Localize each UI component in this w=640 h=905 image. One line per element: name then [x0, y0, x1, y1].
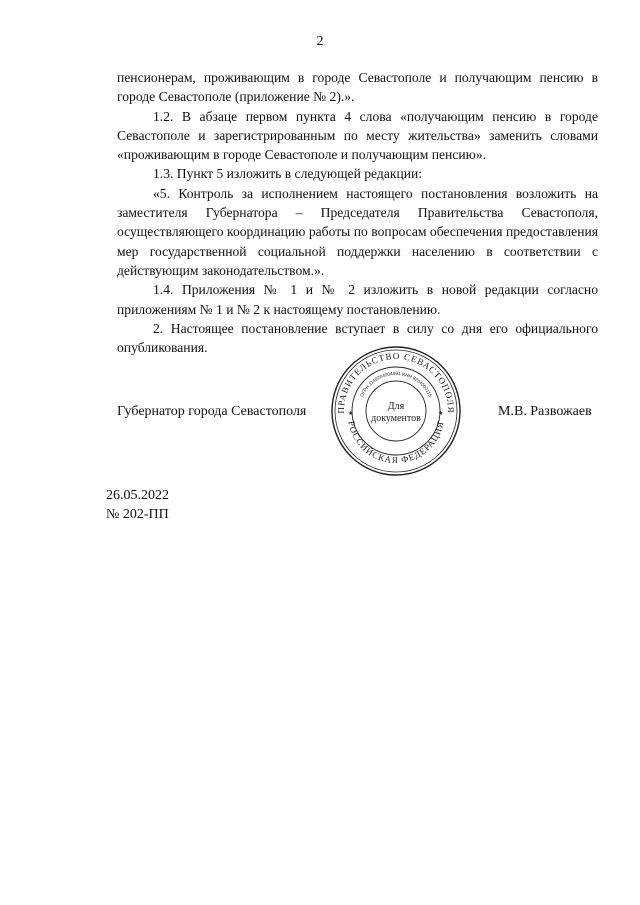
signatory-name: М.В. Развожаев: [498, 404, 592, 419]
seal-center-line2: документов: [371, 413, 421, 424]
seal-star-left-icon: ★: [348, 411, 354, 417]
document-body: [117, 68, 598, 357]
paragraph-1-2: 1.2. В абзаце первом пункта 4 слова «получающим пенсию в городе Севастополе и зарегистрированным по месту жительства» заменить словами «проживающим в городе Севастополе и получающим пенсию».: [117, 108, 598, 163]
seal-center-line1: Для: [387, 401, 405, 412]
seal-star-right-icon: ★: [438, 411, 444, 417]
official-seal: [330, 345, 462, 477]
signatory-position: Губернатор города Севастополя: [117, 404, 307, 419]
document-date: 26.05.2022: [106, 488, 169, 503]
document-requisites: [106, 486, 169, 524]
paragraph-point-5-quote: «5. Контроль за исполнением настоящего постановления возложить на заместителя Губернатора – Председателя Правительства Севастополя, осуществляющего координацию работы по вопросам обеспечения предоставления мер государственной социальной поддержки населению в соответствии с действующим законодательством.».: [117, 185, 598, 278]
seal-outer-text: ПРАВИТЕЛЬСТВО СЕВАСТОПОЛЯ: [335, 350, 457, 414]
seal-inner-text: ОГРН 1149204004091 ИНН 9204002115: [359, 370, 433, 398]
page-number: 2: [316, 34, 324, 49]
paragraph-continuation: пенсионерам, проживающим в городе Севастополе и получающим пенсию в городе Севастополе (приложение № 2).».: [117, 70, 598, 105]
seal-bottom-text: РОССИЙСКАЯ ФЕДЕРАЦИЯ: [346, 419, 446, 466]
document-number: № 202-ПП: [106, 507, 169, 522]
seal-graphic: [330, 345, 462, 477]
paragraph-1-3: 1.3. Пункт 5 изложить в следующей редакции:: [153, 166, 423, 182]
paragraph-1-4: 1.4. Приложения № 1 и № 2 изложить в новой редакции согласно приложениям № 1 и № 2 к настоящему постановлению.: [117, 282, 598, 317]
paragraph-2: 2. Настоящее постановление вступает в силу со дня его официального опубликования.: [117, 320, 598, 356]
